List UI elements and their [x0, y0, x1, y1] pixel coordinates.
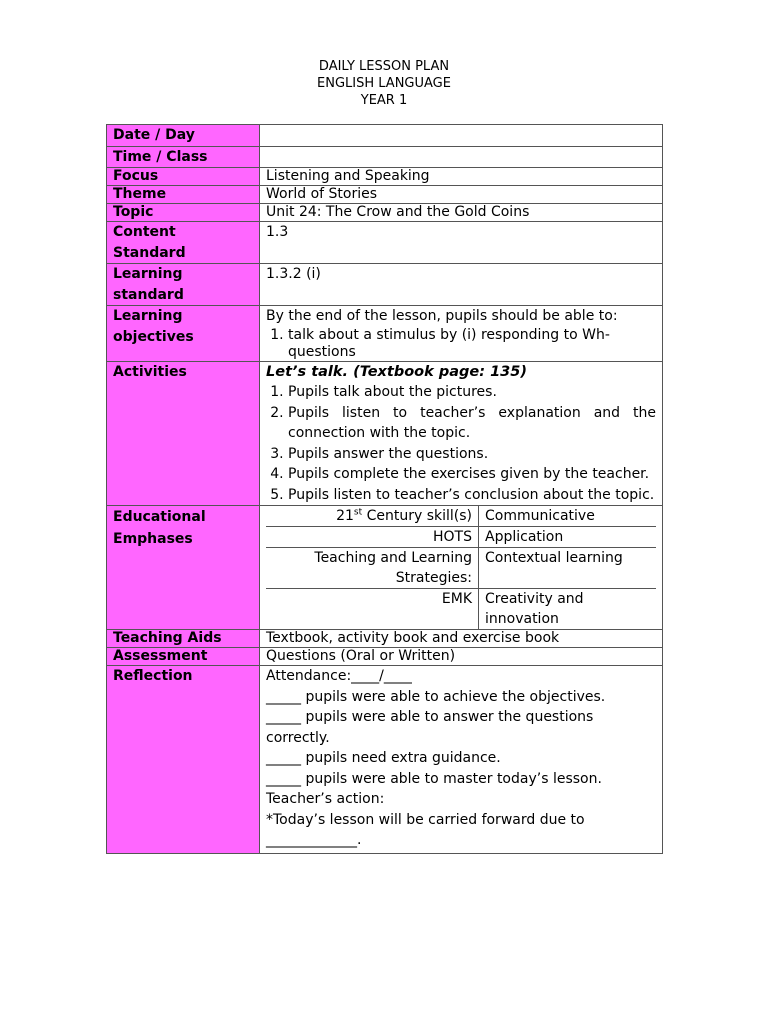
activity-item: 2. Pupils listen to teacher’s explanation and the connection with the topic.	[288, 403, 656, 444]
century-skill-label	[266, 506, 479, 527]
value-educational-emphases	[260, 506, 663, 630]
value-assessment: Questions (Oral or Written)	[260, 648, 663, 666]
label-learning-standard-line2: standard	[113, 286, 184, 303]
label-learning-objectives-line1: Learning	[113, 308, 183, 324]
label-learning-standard	[107, 264, 260, 306]
reflection-line: _____ pupils need extra guidance.	[266, 750, 501, 766]
value-teaching-aids: Textbook, activity book and exercise book	[260, 630, 663, 648]
label-topic: Topic	[107, 204, 260, 222]
label-theme: Theme	[107, 186, 260, 204]
activity-item: 4. Pupils complete the exercises given by the teacher.	[288, 464, 656, 485]
emk-value: Creativity and innovation	[479, 589, 657, 630]
strategies-label: Teaching and Learning Strategies:	[266, 548, 479, 589]
reflection-carried-forward: *Today’s lesson will be carried forward due to	[266, 811, 585, 828]
objectives-intro: By the end of the lesson, pupils should be able to:	[266, 308, 618, 324]
row-theme	[107, 186, 663, 204]
objective-item: 1. talk about a stimulus by (i) responding to Wh-questions	[288, 327, 656, 361]
activity-item: 3. Pupils answer the questions.	[288, 444, 656, 465]
century-text: Century skill(s)	[362, 508, 472, 524]
label-assessment: Assessment	[107, 648, 260, 666]
document-subject: ENGLISH LANGUAGE	[317, 76, 451, 91]
emphasis-row-hots	[266, 527, 656, 548]
value-topic: Unit 24: The Crow and the Gold Coins	[260, 204, 663, 222]
row-time-class	[107, 146, 663, 168]
row-focus	[107, 168, 663, 186]
reflection-line: _____ pupils were able to master today’s lesson.	[266, 770, 602, 787]
row-date-day	[107, 125, 663, 147]
value-reflection	[260, 666, 663, 854]
reflection-teacher-action: Teacher’s action:	[266, 791, 385, 807]
label-educational-emphases-line1: Educational	[113, 509, 206, 525]
label-content-standard-line2: Standard	[113, 244, 186, 261]
hots-value: Application	[479, 527, 657, 548]
row-educational-emphases	[107, 506, 663, 630]
reflection-line: _____ pupils were able to achieve the objectives.	[266, 688, 606, 705]
value-content-standard: 1.3	[260, 222, 663, 264]
label-educational-emphases	[107, 506, 260, 630]
century-skill-value: Communicative	[485, 508, 595, 524]
objectives-list	[266, 327, 656, 361]
reflection-blank: _____________.	[266, 832, 362, 848]
row-learning-standard	[107, 264, 663, 306]
reflection-line: _____ pupils were able to answer the questions correctly.	[266, 709, 594, 746]
lesson-plan-table	[106, 124, 663, 854]
hots-label: HOTS	[266, 527, 479, 548]
label-reflection: Reflection	[107, 666, 260, 854]
value-learning-objectives	[260, 306, 663, 362]
activities-list	[266, 382, 656, 505]
value-date-day	[260, 125, 663, 147]
value-theme: World of Stories	[260, 186, 663, 204]
emphasis-row-emk	[266, 589, 656, 630]
label-activities: Activities	[107, 361, 260, 506]
value-learning-standard: 1.3.2 (i)	[260, 264, 663, 306]
row-teaching-aids	[107, 630, 663, 648]
reflection-attendance: Attendance:____/____	[266, 668, 412, 684]
emk-label: EMK	[266, 589, 479, 630]
document-header	[0, 58, 768, 109]
label-learning-standard-line1: Learning	[113, 266, 183, 282]
value-activities	[260, 361, 663, 506]
value-focus: Listening and Speaking	[260, 168, 663, 186]
row-topic	[107, 204, 663, 222]
label-date-day: Date / Day	[107, 125, 260, 147]
label-content-standard	[107, 222, 260, 264]
emphasis-row-century	[266, 506, 656, 527]
label-content-standard-line1: Content	[113, 224, 176, 240]
label-teaching-aids: Teaching Aids	[107, 630, 260, 648]
label-educational-emphases-line2: Emphases	[113, 531, 193, 547]
document-title: DAILY LESSON PLAN	[318, 59, 450, 74]
document-year: YEAR 1	[360, 93, 408, 108]
emphases-table	[266, 506, 656, 629]
label-learning-objectives	[107, 306, 260, 362]
row-assessment	[107, 648, 663, 666]
label-focus: Focus	[107, 168, 260, 186]
activity-title: Let’s talk. (Textbook page: 135)	[266, 363, 527, 380]
row-reflection	[107, 666, 663, 854]
strategies-value: Contextual learning	[479, 548, 657, 589]
activity-item: 5. Pupils listen to teacher’s conclusion about the topic.	[288, 485, 656, 506]
century-ordinal: st	[353, 507, 363, 518]
value-time-class	[260, 146, 663, 168]
row-learning-objectives	[107, 306, 663, 362]
row-content-standard	[107, 222, 663, 264]
label-learning-objectives-line2: objectives	[113, 328, 194, 345]
emphasis-row-strategies	[266, 548, 656, 589]
activity-item: 1. Pupils talk about the pictures.	[288, 382, 656, 403]
row-activities	[107, 361, 663, 506]
century-number: 21	[336, 508, 354, 524]
label-time-class: Time / Class	[107, 146, 260, 168]
